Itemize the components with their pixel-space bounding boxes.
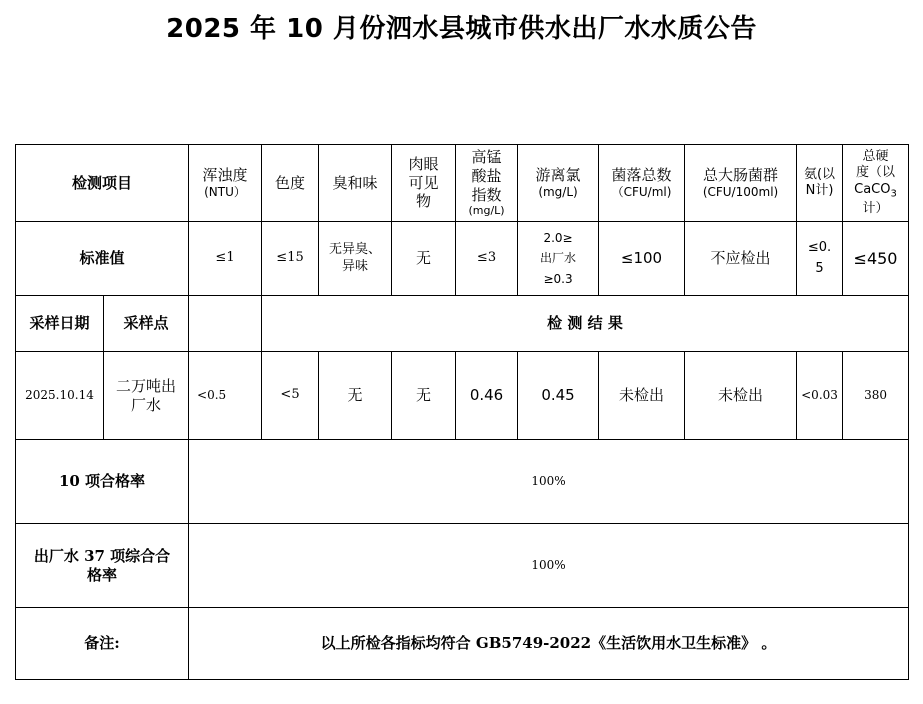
result-ammonia: <0.03: [797, 352, 843, 440]
pass37-value: 100%: [189, 524, 909, 608]
turbidity-header: [189, 145, 262, 222]
header-row: [16, 145, 909, 222]
result-colony: 未检出: [599, 352, 685, 440]
sampling-date-header: 采样日期: [16, 296, 104, 352]
hardness-header-line: 度（以: [856, 165, 896, 181]
permanganate-header: [456, 145, 518, 222]
pass10-label: 10 项合格率: [16, 440, 189, 524]
results-header: 检 测 结 果: [262, 296, 909, 352]
blank-cell: [189, 296, 262, 352]
pass10-row: [16, 440, 909, 524]
standard-label: 标准值: [16, 222, 189, 296]
colony-unit: （CFU/ml): [611, 184, 672, 199]
remark-text: 以上所检各指标均符合 GB5749-2022《生活饮用水卫生标准》 。: [189, 608, 909, 680]
standard-chlorine-line: ≥0.3: [543, 271, 573, 286]
standard-ammonia-line: ≤0.: [807, 239, 832, 255]
pass37-label: [16, 524, 189, 608]
standard-colony: ≤100: [599, 222, 685, 296]
standard-odor-line: 无异臭、: [329, 242, 382, 258]
colony-name: 菌落总数: [611, 166, 672, 185]
visible-header-line: 肉眼: [408, 154, 439, 173]
standard-permanganate: ≤3: [456, 222, 518, 296]
standard-turbidity: ≤1: [189, 222, 262, 296]
standard-visible: 无: [392, 222, 456, 296]
pass37-row: [16, 524, 909, 608]
result-odor: 无: [319, 352, 392, 440]
standard-odor: [319, 222, 392, 296]
hardness-header-formula: [845, 182, 906, 201]
odor-header: 臭和味: [319, 145, 392, 222]
standard-coliform: 不应检出: [685, 222, 797, 296]
color-header: 色度: [262, 145, 319, 222]
remark-label: 备注:: [16, 608, 189, 680]
page-title: 2025 年 10 月份泗水县城市供水出厂水水质公告: [166, 14, 757, 44]
standard-ammonia-line: 5: [815, 260, 824, 276]
standard-chlorine: [518, 222, 599, 296]
hardness-formula-subscript: 3: [890, 188, 897, 200]
hardness-formula-text: CaCO: [854, 181, 891, 197]
turbidity-unit: (NTU）: [204, 184, 246, 199]
result-visible: 无: [392, 352, 456, 440]
standard-color: ≤15: [262, 222, 319, 296]
water-quality-table: [15, 144, 909, 680]
standard-odor-line: 异味: [342, 258, 369, 274]
result-point-line: 二万吨出: [116, 376, 177, 395]
pass37-label-line: 出厂水 37 项综合合: [33, 546, 171, 565]
result-turbidity: <0.5: [189, 352, 262, 440]
permanganate-header-line: 高锰: [471, 148, 502, 166]
remark-row: [16, 608, 909, 680]
standard-row: [16, 222, 909, 296]
item-header: 检测项目: [16, 145, 189, 222]
coliform-header: [685, 145, 797, 222]
permanganate-header-line: 酸盐: [471, 166, 502, 185]
chlorine-name: 游离氯: [535, 166, 581, 185]
visible-header-line: 可见: [408, 173, 439, 192]
ammonia-header: [797, 145, 843, 222]
colony-header: [599, 145, 685, 222]
visible-header: [392, 145, 456, 222]
result-point-line: 厂水: [131, 395, 162, 414]
ammonia-header-line: N计): [805, 183, 834, 198]
sampling-point-header: 采样点: [104, 296, 189, 352]
standard-chlorine-line: 出厂水: [540, 251, 577, 266]
hardness-header-line: 计）: [862, 200, 889, 216]
chlorine-unit: (mg/L): [538, 184, 578, 199]
standard-hardness: ≤450: [843, 222, 909, 296]
coliform-unit: (CFU/100ml): [702, 184, 779, 199]
result-date: 2025.10.14: [16, 352, 104, 440]
result-chlorine: 0.45: [518, 352, 599, 440]
standard-ammonia: [797, 222, 843, 296]
result-point: [104, 352, 189, 440]
hardness-header-line: 总硬: [862, 149, 889, 165]
ammonia-header-line: 氨(以: [803, 166, 836, 182]
pass37-label-line: 格率: [87, 565, 118, 584]
standard-chlorine-line: 2.0≥: [543, 230, 573, 245]
sampling-header-row: [16, 296, 909, 352]
permanganate-header-line: 指数: [471, 185, 502, 204]
result-color: <5: [262, 352, 319, 440]
coliform-name: 总大肠菌群: [703, 166, 779, 185]
result-permanganate: 0.46: [456, 352, 518, 440]
visible-header-line: 物: [416, 192, 432, 211]
hardness-header: [843, 145, 909, 222]
permanganate-unit: (mg/L): [468, 204, 505, 218]
pass10-value: 100%: [189, 440, 909, 524]
chlorine-header: [518, 145, 599, 222]
turbidity-name: 浑浊度: [202, 166, 248, 185]
result-coliform: 未检出: [685, 352, 797, 440]
result-row: [16, 352, 909, 440]
result-hardness: 380: [843, 352, 909, 440]
